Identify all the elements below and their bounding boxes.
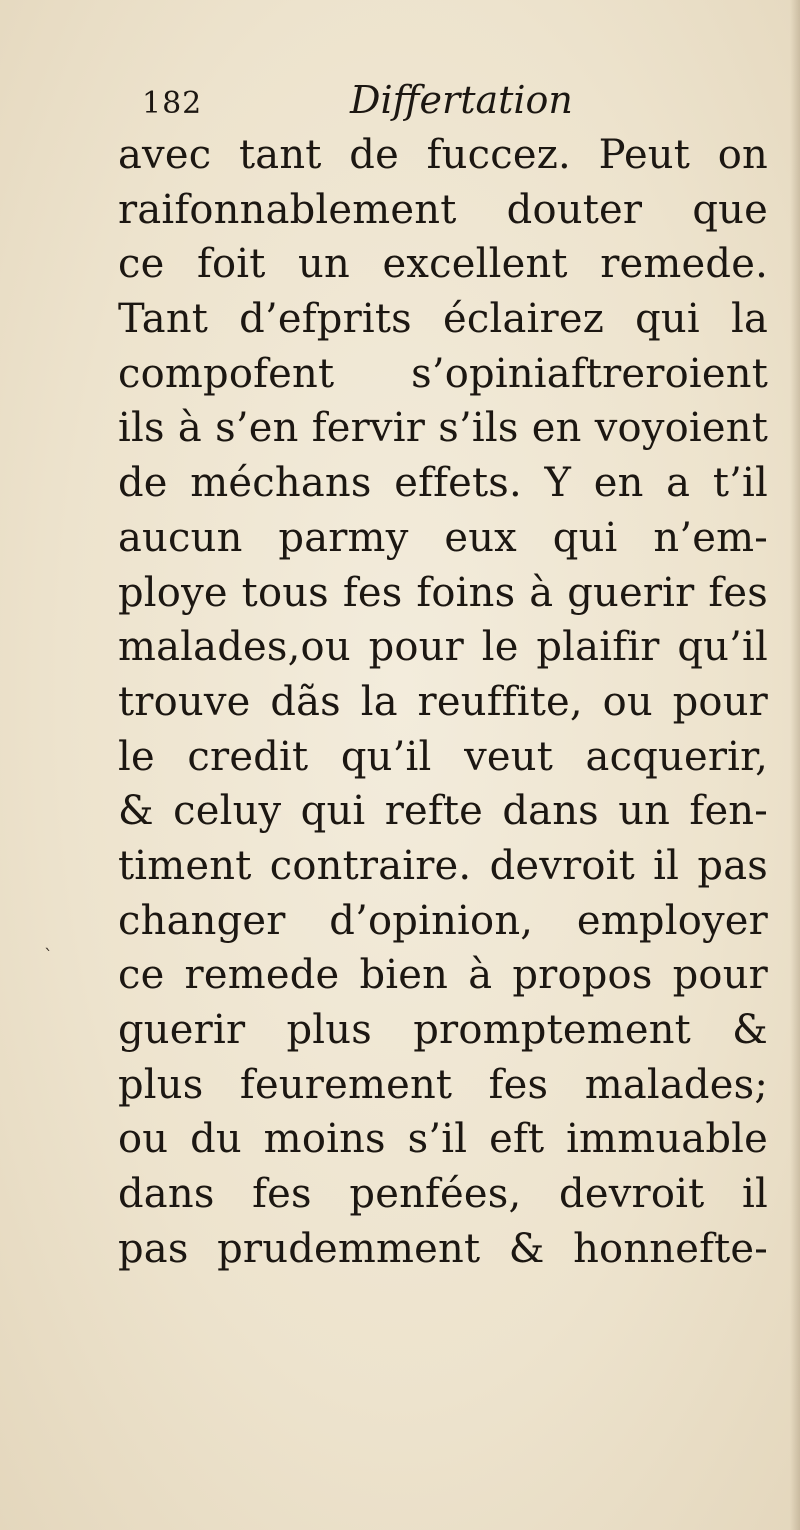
text-line: plus feurement fes malades;: [118, 1061, 768, 1108]
text-line: ce foit un excellent remede.: [118, 241, 768, 288]
text-line: ce remede bien à propos pour: [118, 952, 768, 999]
text-line: ploye tous fes foins à guerir fes: [118, 569, 768, 616]
text-line: aucun parmy eux qui n’em-: [118, 514, 768, 561]
text-line: Tant d’efprits éclairez qui la: [118, 296, 768, 343]
page-header: [142, 78, 702, 128]
text-line: de méchans effets. Y en a t’il: [118, 460, 768, 507]
text-line: avec tant de fuccez. Peut on: [118, 132, 768, 178]
text-line: dans fes penfées, devroit il: [118, 1171, 768, 1218]
text-line: malades,ou pour le plaifir qu’il: [118, 624, 768, 671]
body-text: [118, 128, 768, 1276]
text-line: & celuy qui refte dans un fen-: [118, 788, 768, 835]
text-line: timent contraire. devroit il pas: [118, 842, 768, 889]
text-line: raifonnablement douter que: [118, 186, 768, 233]
text-line: pas prudemment & honnefte-: [118, 1225, 768, 1272]
text-line: compofent s’opiniaftreroient: [118, 350, 768, 397]
running-title: Differtation: [350, 78, 573, 122]
text-line: le credit qu’il veut acquerir,: [118, 733, 768, 780]
page-number: 182: [142, 86, 203, 121]
text-line: trouve dãs la reuffite, ou pour: [118, 678, 768, 725]
text-line: changer d’opinion, employer: [118, 897, 768, 944]
text-line: ils à s’en fervir s’ils en voyoient: [118, 405, 768, 452]
margin-mark: `: [44, 946, 53, 967]
text-line: ou du moins s’il eft immuable: [118, 1116, 768, 1163]
page-edge-shadow: [790, 0, 800, 1530]
text-line: guerir plus promptement &: [118, 1007, 768, 1053]
